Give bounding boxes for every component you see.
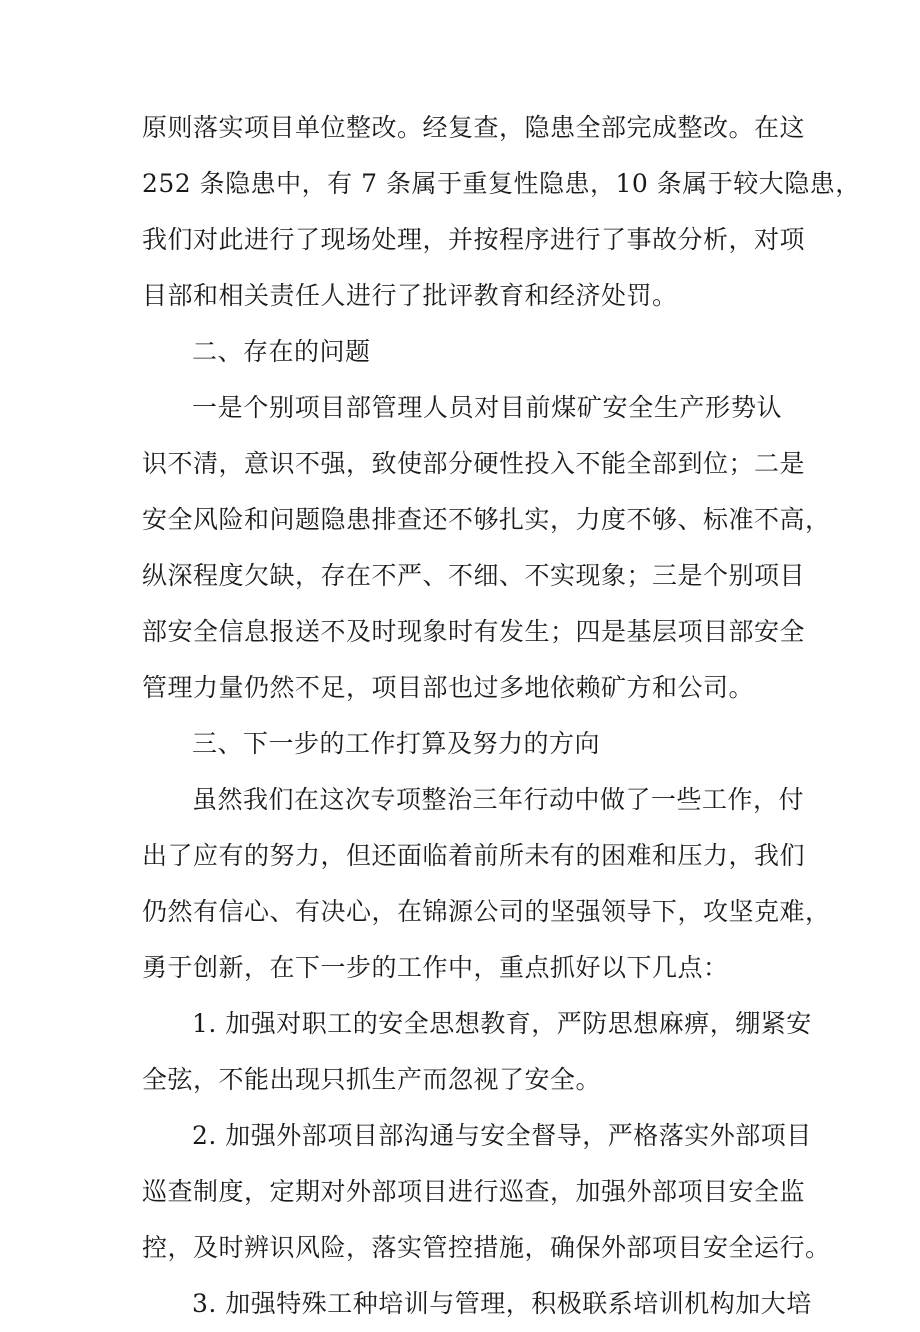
body-line: 原则落实项目单位整改。经复查，隐患全部完成整改。在这 <box>142 113 806 142</box>
list-item-3: 3. 加强特殊工种培训与管理，积极联系培训机构加大培 <box>192 1289 812 1318</box>
body-line: 巡查制度，定期对外部项目进行巡查，加强外部项目安全监 <box>142 1177 806 1206</box>
body-line: 我们对此进行了现场处理，并按程序进行了事故分析，对项 <box>142 225 806 254</box>
body-line: 252 条隐患中，有 7 条属于重复性隐患，10 条属于较大隐患， <box>142 169 861 198</box>
body-line: 出了应有的努力，但还面临着前所未有的困难和压力，我们 <box>142 841 806 870</box>
body-line: 仍然有信心、有决心，在锦源公司的坚强领导下，攻坚克难， <box>142 897 831 926</box>
list-item-2: 2. 加强外部项目部沟通与安全督导，严格落实外部项目 <box>192 1121 812 1150</box>
section-heading-next-steps: 三、下一步的工作打算及努力的方向 <box>192 729 601 758</box>
body-line: 安全风险和问题隐患排查还不够扎实，力度不够、标准不高， <box>142 505 831 534</box>
body-line: 虽然我们在这次专项整治三年行动中做了一些工作，付 <box>192 785 805 814</box>
body-line: 管理力量仍然不足，项目部也过多地依赖矿方和公司。 <box>142 673 755 702</box>
body-line: 识不清，意识不强，致使部分硬性投入不能全部到位；二是 <box>142 449 806 478</box>
document-body <box>142 100 861 1332</box>
body-line: 全弦，不能出现只抓生产而忽视了安全。 <box>142 1065 602 1094</box>
list-item-1: 1. 加强对职工的安全思想教育，严防思想麻痹，绷紧安 <box>192 1009 812 1038</box>
body-line: 部安全信息报送不及时现象时有发生；四是基层项目部安全 <box>142 617 806 646</box>
body-line: 一是个别项目部管理人员对目前煤矿安全生产形势认 <box>192 393 782 422</box>
body-line: 目部和相关责任人进行了批评教育和经济处罚。 <box>142 281 678 310</box>
body-line: 控，及时辨识风险，落实管控措施，确保外部项目安全运行。 <box>142 1233 831 1262</box>
section-heading-problems: 二、存在的问题 <box>192 337 371 366</box>
body-line: 勇于创新，在下一步的工作中，重点抓好以下几点： <box>142 953 729 982</box>
body-line: 纵深程度欠缺，存在不严、不细、不实现象；三是个别项目 <box>142 561 806 590</box>
